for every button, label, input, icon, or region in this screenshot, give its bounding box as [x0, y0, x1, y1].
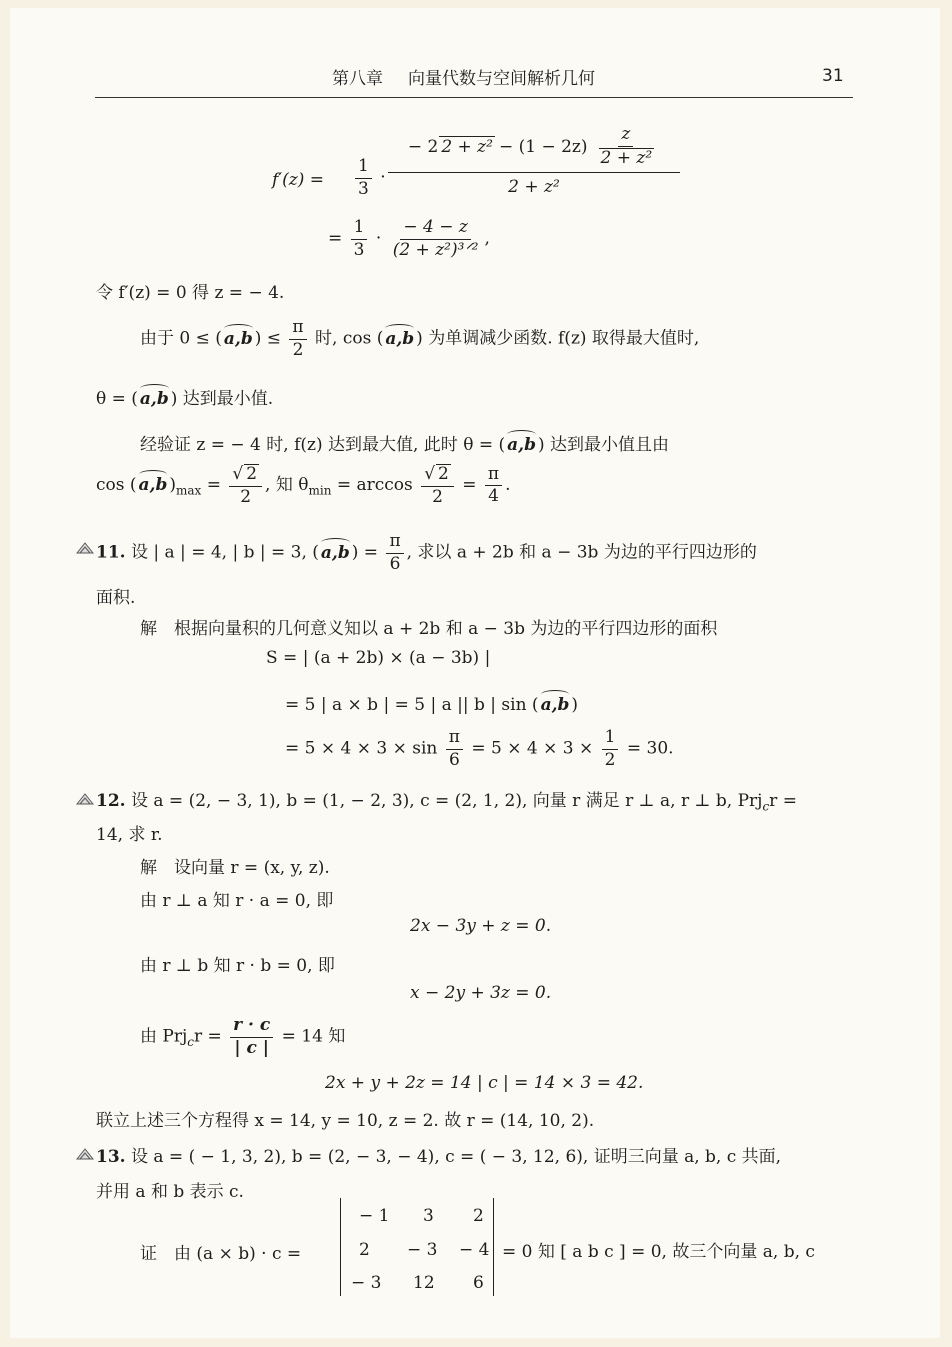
problem-12-cont: 14, 求 r. [96, 825, 163, 845]
page-number: 31 [822, 66, 844, 86]
problem-13-proof: 证 由 (a × b) · c = [140, 1244, 302, 1264]
formula2: = $\frac{1}{3}$ · $\frac{- 4 - z}{\text{(2 + z²)³ᐟ²}}$ , [328, 217, 490, 260]
problem-12-eq2: x − 2y + 3z = 0. [410, 983, 552, 1003]
problem-12-solution: 解 设向量 r = (x, y, z). [140, 858, 330, 878]
exercise-icon [76, 541, 94, 555]
problem-13: 13. 设 a = ( − 1, 3, 2), b = (2, − 3, − 4), c = ( − 3, 12, 6), 证明三向量 a, b, c 共面, [96, 1147, 782, 1167]
formula1-coef: $\frac{1}{3}$ · [352, 157, 386, 199]
problem-12-eq3: 2x + y + 2z = 14 | c | = 14 × 3 = 42. [325, 1073, 644, 1093]
chapter-title: 向量代数与空间解析几何 [408, 69, 595, 89]
header-rule [95, 97, 853, 98]
problem-11-s1: S = | (a + 2b) × (a − 3b) | [266, 648, 491, 668]
line-theta: θ = ( a,b ) 达到最小值. [96, 389, 274, 409]
textbook-page [10, 8, 940, 1338]
problem-12: 12. 设 a = (2, − 3, 1), b = (1, − 2, 3), c = (2, 1, 2), 向量 r 满足 r ⊥ a, r ⊥ b, Prj$_c$r = [96, 791, 797, 814]
line-cos: cos ( a,b )$_{max}$ = $\frac{√ 2}{2}$ , 知 $\theta_{min} = \arccos$ $\frac{√ 2}{2}$ = $\frac{\pi}{4}$ . [96, 463, 511, 507]
chapter-label: 第八章 [332, 69, 383, 89]
formula1-lhs: f′(z) = [272, 170, 325, 190]
problem-12-eq1: 2x − 3y + z = 0. [410, 916, 552, 936]
problem-12-l3: 由 Prj$_c$r = $\frac{r \cdot c}{| c |}$ = 14 知 [140, 1015, 346, 1058]
problem-11: 11. 设 | a | = 4, | b | = 3, ( a,b ) = $\frac{\pi}{6}$ , 求以 a + 2b 和 a − 3b 为边的平行四边形的 [96, 531, 757, 574]
problem-11-s2: = 5 | a × b | = 5 | a || b | sin ( a,b ) [285, 695, 579, 715]
problem-11-s3: = 5 × 4 × 3 × sin $\frac{\pi}{6}$ = 5 × 4 × 3 × $\frac{1}{2}$ = 30. [285, 727, 674, 770]
problem-11-solution: 解 根据向量积的几何意义知以 a + 2b 和 a − 3b 为边的平行四边形的面积 [140, 619, 718, 639]
line-verify: 经验证 z = − 4 时, f(z) 达到最大值, 此时 θ = ( a,b ) 达到最小值且由 [140, 435, 670, 455]
problem-12-l2: 由 r ⊥ b 知 r · b = 0, 即 [140, 956, 335, 976]
determinant: − 1 3 2 2 − 3 − 4 − 3 12 6 [340, 1198, 494, 1296]
line-let: 令 f′(z) = 0 得 z = − 4. [96, 283, 285, 303]
exercise-icon [76, 792, 94, 806]
problem-12-conclusion: 联立上述三个方程得 x = 14, y = 10, z = 2. 故 r = (14, 10, 2). [96, 1111, 595, 1131]
formula1-fraction: − 2 2 + z² − (1 − 2z) $\frac{z}{\text{2 + z²}}$ 2 + z² [388, 125, 680, 197]
line-since: 由于 0 ≤ ( a,b ) ≤ $\frac{\pi}{2}$ 时, cos ( a,b ) 为单调减少函数. f(z) 取得最大值时, [140, 317, 700, 360]
problem-13-cont: 并用 a 和 b 表示 c. [96, 1182, 244, 1202]
problem-13-after: = 0 知 [ a b c ] = 0, 故三个向量 a, b, c [502, 1242, 815, 1262]
problem-11-cont: 面积. [96, 588, 136, 608]
exercise-icon [76, 1147, 94, 1161]
problem-12-l1: 由 r ⊥ a 知 r · a = 0, 即 [140, 891, 334, 911]
